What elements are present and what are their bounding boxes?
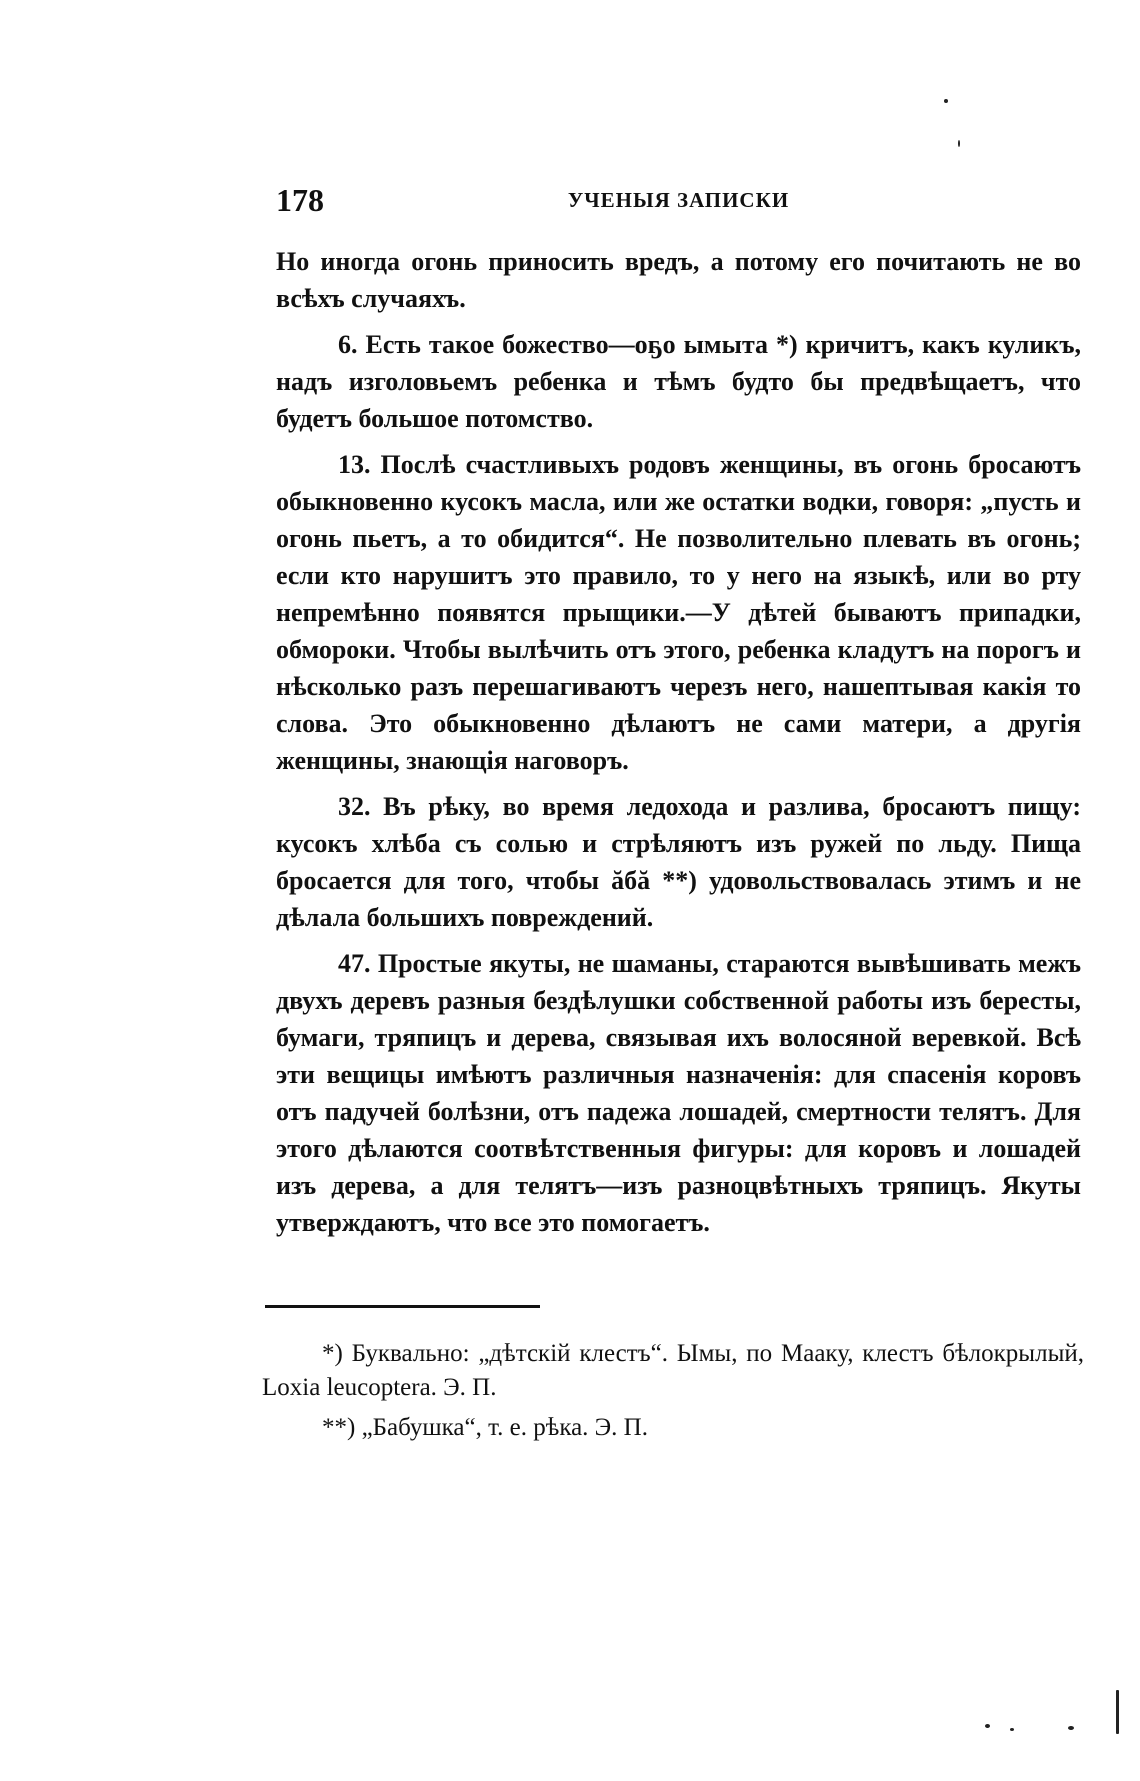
footnote-separator <box>265 1305 540 1308</box>
scan-speck <box>958 140 960 147</box>
scan-speck <box>1010 1728 1014 1731</box>
scan-speck <box>1116 1690 1119 1734</box>
footnote: **) „Бабушка“, т. е. рѣка. Э. П. <box>322 1414 648 1441</box>
footnote: *) Буквально: „дѣтскій клестъ“. Ымы, по Мааку, клестъ бѣлокрылый, Loxia leucoptera. Э. П. <box>262 1340 1084 1401</box>
scan-speck <box>985 1724 990 1728</box>
page-number: 178 <box>276 182 324 218</box>
paragraph: 47. Простые якуты, не шаманы, стараются вывѣшивать межъ двухъ деревъ разныя бездѣлушки собственной работы изъ бересты, бумаги, тряпицъ и дерева, связывая ихъ волосяной веревкой. Всѣ эти вещицы имѣютъ различныя назначенія: для спасенія коровъ отъ падучей болѣзни, отъ падежа лошадей, смертности телятъ. Для этого дѣлаются соотвѣтственныя фигуры: для коровъ и лошадей изъ дерева, а для телятъ—изъ разноцвѣтныхъ тряпицъ. Якуты утверждаютъ, что все это помогаетъ. <box>276 949 1081 1237</box>
paragraph: 32. Въ рѣку, во время ледохода и разлива, бросаютъ пищу: кусокъ хлѣба съ солью и стрѣляютъ изъ ружей по льду. Пища бросается для того, чтобы ăбă **) удовольствовалась этимъ и не дѣлала большихъ повреждений. <box>276 792 1081 932</box>
scan-speck <box>944 99 948 103</box>
paragraph: 6. Есть такое божество—оҕо ымыта *) кричитъ, какъ куликъ, надъ изголовьемъ ребенка и тѣмъ будто бы предвѣщаетъ, что будетъ большое потомство. <box>276 330 1081 433</box>
paragraph: Но иногда огонь приносить вредъ, а потому его почитають не во всѣхъ случаяхъ. <box>276 247 1081 313</box>
running-head <box>276 182 1081 222</box>
paragraph: 13. Послѣ счастливыхъ родовъ женщины, въ огонь бросаютъ обыкновенно кусокъ масла, или же остатки водки, говоря: „пусть и огонь пьетъ, а то обидится“. Не позволительно плевать въ огонь; если кто нарушитъ это правило, то у него на языкѣ, или во рту непремѣнно появятся прыщики.—У дѣтей бываютъ припадки, обмороки. Чтобы вылѣчить отъ этого, ребенка кладутъ на порогъ и нѣсколько разъ перешагиваютъ черезъ него, нашептывая какія то слова. Это обыкновенно дѣлаютъ не сами матери, а другія женщины, знающія наговоръ. <box>276 450 1081 775</box>
footnotes <box>262 1337 1084 1451</box>
scan-speck <box>1068 1726 1074 1730</box>
body-text <box>276 243 1081 1250</box>
running-head-title: УЧЕНЫЯ ЗАПИСКИ <box>567 188 790 212</box>
